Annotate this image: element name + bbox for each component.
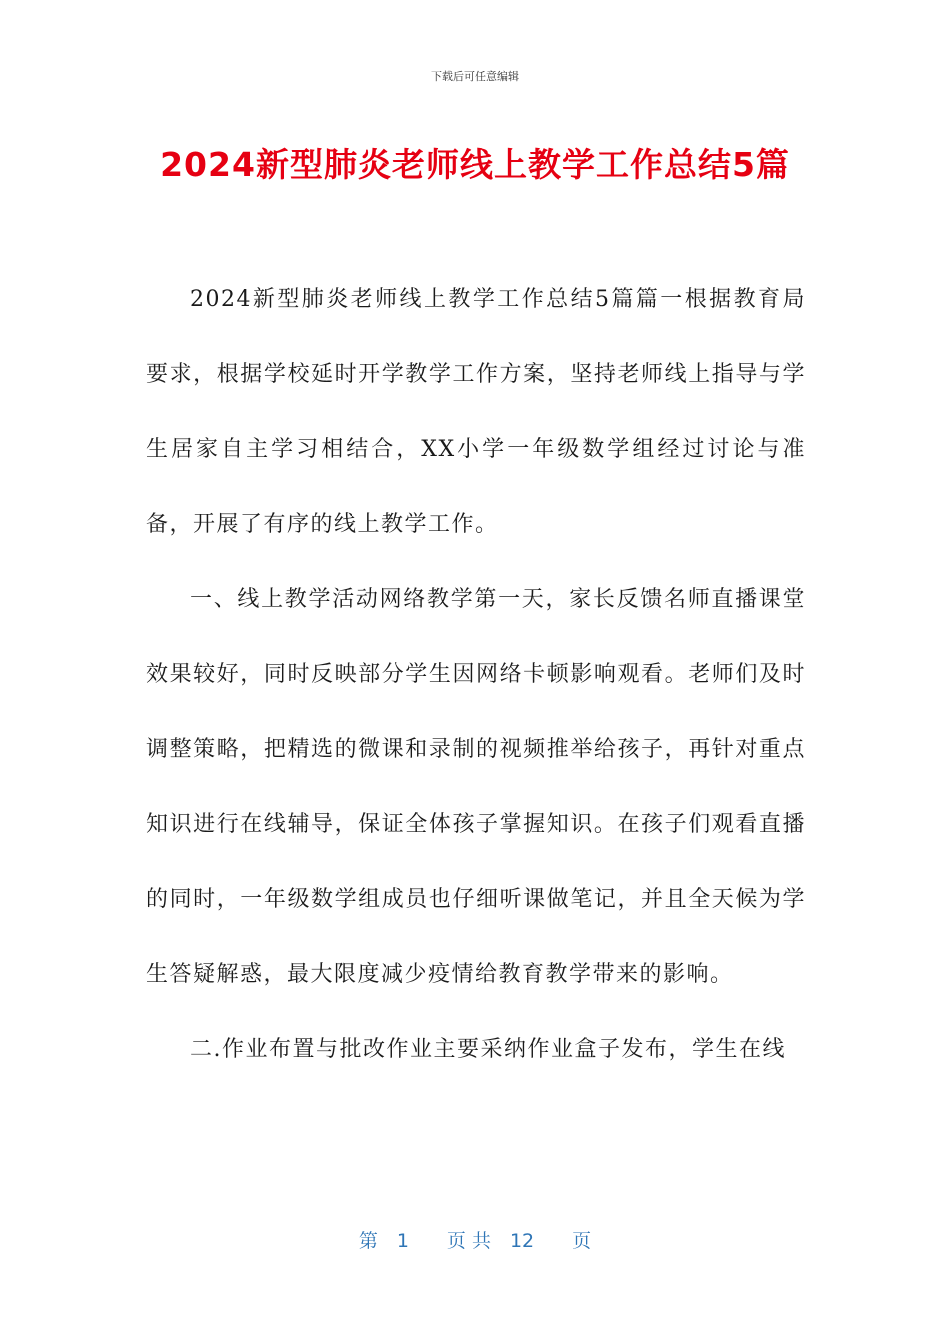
paragraph-intro: 2024新型肺炎老师线上教学工作总结5篇篇一根据教育局要求，根据学校延时开学教学工作方案，坚持老师线上指导与学生居家自主学习相结合，XX小学一年级数学组经过讨论与准备，开展了有序的线上教学工作。 [146,287,806,537]
page-number-footer: 第 1 页 共 12 页 [358,1230,592,1252]
paragraph-section-one: 一、线上教学活动网络教学第一天，家长反馈名师直播课堂效果较好，同时反映部分学生因网络卡顿影响观看。老师们及时调整策略，把精选的微课和录制的视频推举给孩子，再针对重点知识进行在线辅导，保证全体孩子掌握知识。在孩子们观看直播的同时，一年级数学组成员也仔细听课做笔记，并且全天候为学生答疑解惑，最大限度减少疫情给教育教学带来的影响。 [146,587,806,987]
paragraph-section-two: 二.作业布置与批改作业主要采纳作业盒子发布，学生在线 [190,1037,786,1062]
document-body [146,262,806,1087]
header-note: 下载后可任意编辑 [431,70,519,83]
document-title: 2024新型肺炎老师线上教学工作总结5篇 [160,145,790,184]
